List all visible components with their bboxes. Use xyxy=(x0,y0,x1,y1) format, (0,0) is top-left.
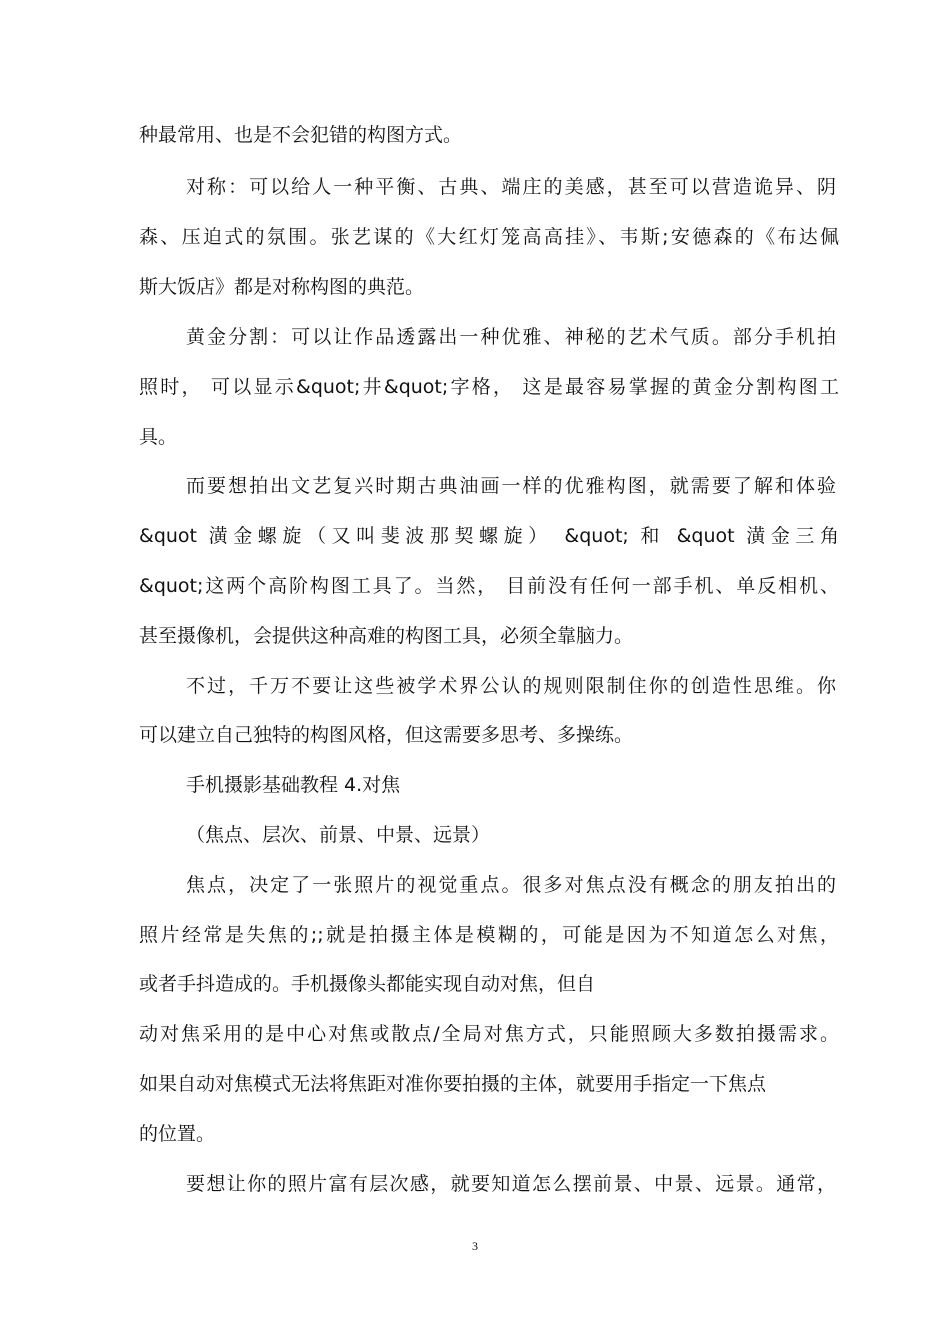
paragraph-line: 的位置。 xyxy=(139,1123,216,1145)
paragraph-line: 焦点，决定了一张照片的视觉重点。很多对焦点没有概念的朋友拍出的 xyxy=(186,874,836,896)
paragraph-line: 斯大饭店》都是对称构图的典范。 xyxy=(139,276,425,298)
paragraph-line: 具。 xyxy=(139,426,178,448)
paragraph-line: 不过，千万不要让这些被学术界公认的规则限制住你的创造性思维。你 xyxy=(186,675,836,697)
paragraph-line: 动对焦采用的是中心对焦或散点/全局对焦方式，只能照顾大多数拍摄需求。 xyxy=(139,1023,839,1045)
paragraph-line: 甚至摄像机，会提供这种高难的构图工具，必须全靠脑力。 xyxy=(139,625,634,647)
page-number: 3 xyxy=(472,1239,478,1253)
paragraph-line: 照时， 可以显示&quot;井&quot;字格， 这是最容易掌握的黄金分割构图工 xyxy=(139,376,839,398)
paragraph-line: 森、压迫式的氛围。张艺谋的《大红灯笼高高挂》、韦斯;安德森的《布达佩 xyxy=(139,226,839,248)
paragraph-line: 而要想拍出文艺复兴时期古典油画一样的优雅构图，就需要了解和体验 xyxy=(186,475,836,497)
paragraph-line: 照片经常是失焦的;;就是拍摄主体是模糊的，可能是因为不知道怎么对焦， xyxy=(139,924,839,946)
paragraph-line: 要想让你的照片富有层次感，就要知道怎么摆前景、中景、远景。通常， xyxy=(186,1173,836,1195)
section-heading: 手机摄影基础教程 4.对焦 xyxy=(186,774,401,796)
paragraph-line: &quot;这两个高阶构图工具了。当然， 目前没有任何一部手机、单反相机、 xyxy=(139,575,839,597)
paragraph-line: 或者手抖造成的。手机摄像头都能实现自动对焦，但自 xyxy=(139,973,596,995)
paragraph-line: 黄金分割：可以让作品透露出一种优雅、神秘的艺术气质。部分手机拍 xyxy=(186,326,836,348)
paragraph-line: 可以建立自己独特的构图风格，但这需要多思考、多操练。 xyxy=(139,724,634,746)
section-subheading: （焦点、层次、前景、中景、远景） xyxy=(186,824,491,846)
paragraph-line: 种最常用、也是不会犯错的构图方式。 xyxy=(139,124,463,146)
paragraph-line: 如果自动对焦模式无法将焦距对准你要拍摄的主体，就要用手指定一下焦点 xyxy=(139,1073,767,1095)
paragraph-line: 对称：可以给人一种平衡、古典、端庄的美感，甚至可以营造诡异、阴 xyxy=(186,176,836,198)
paragraph-line: &quot 潢金螺旋（又叫斐波那契螺旋） &quot; 和 &quot 潢金三角 xyxy=(139,525,839,547)
